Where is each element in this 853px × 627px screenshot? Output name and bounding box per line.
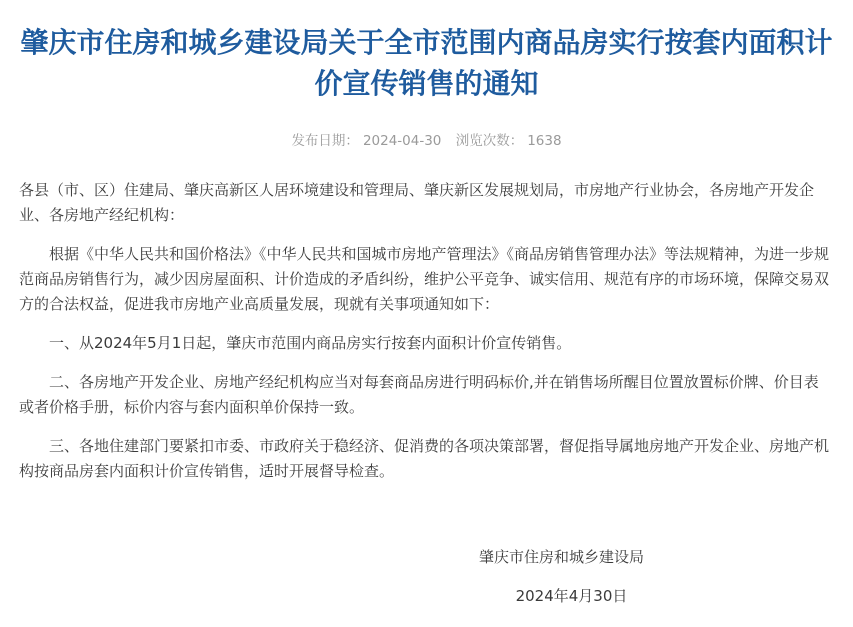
- body-paragraph: 根据《中华人民共和国价格法》《中华人民共和国城市房地产管理法》《商品房销售管理办法》等法规精神，为进一步规范商品房销售行为，减少因房屋面积、计价造成的矛盾纠纷，维护公平竞争、诚实信用、规范有序的市场环境，保障交易双方的合法权益，促进我市房地产业高质量发展，现就有关事项通知如下：: [19, 245, 830, 313]
- article-title: 肇庆市住房和城乡建设局关于全市范围内商品房实行按套内面积计价宣传销售的通知: [20, 26, 833, 100]
- signature-date: 2024年4月30日: [515, 587, 628, 605]
- view-count-label: 浏览次数：: [455, 133, 524, 149]
- article-body: [19, 178, 831, 498]
- publish-date-label: 发布日期：: [291, 133, 359, 149]
- article-meta: [0, 131, 853, 151]
- item-3-paragraph: 三、各地住建部门要紧扣市委、市政府关于稳经济、促消费的各项决策部署，督促指导属地房地产开发企业、房地产机构按商品房套内面积计价宣传销售，适时开展督导检查。: [19, 437, 830, 480]
- salutation-paragraph: 各县（市、区）住建局、肇庆高新区人居环境建设和管理局、肇庆新区发展规划局，市房地产行业协会，各房地产开发企业、各房地产经纪机构：: [19, 181, 815, 224]
- publish-date: 2024-04-30: [362, 133, 442, 149]
- item-2-paragraph: 二、各房地产开发企业、房地产经纪机构应当对每套商品房进行明码标价,并在销售场所醒目位置放置标价牌、价目表或者价格手册，标价内容与套内面积单价保持一致。: [19, 373, 819, 416]
- signature-org: 肇庆市住房和城乡建设局: [478, 548, 644, 566]
- view-count: 1638: [527, 133, 562, 149]
- item-1-paragraph: 一、从2024年5月1日起，肇庆市范围内商品房实行按套内面积计价宣传销售。: [49, 334, 572, 352]
